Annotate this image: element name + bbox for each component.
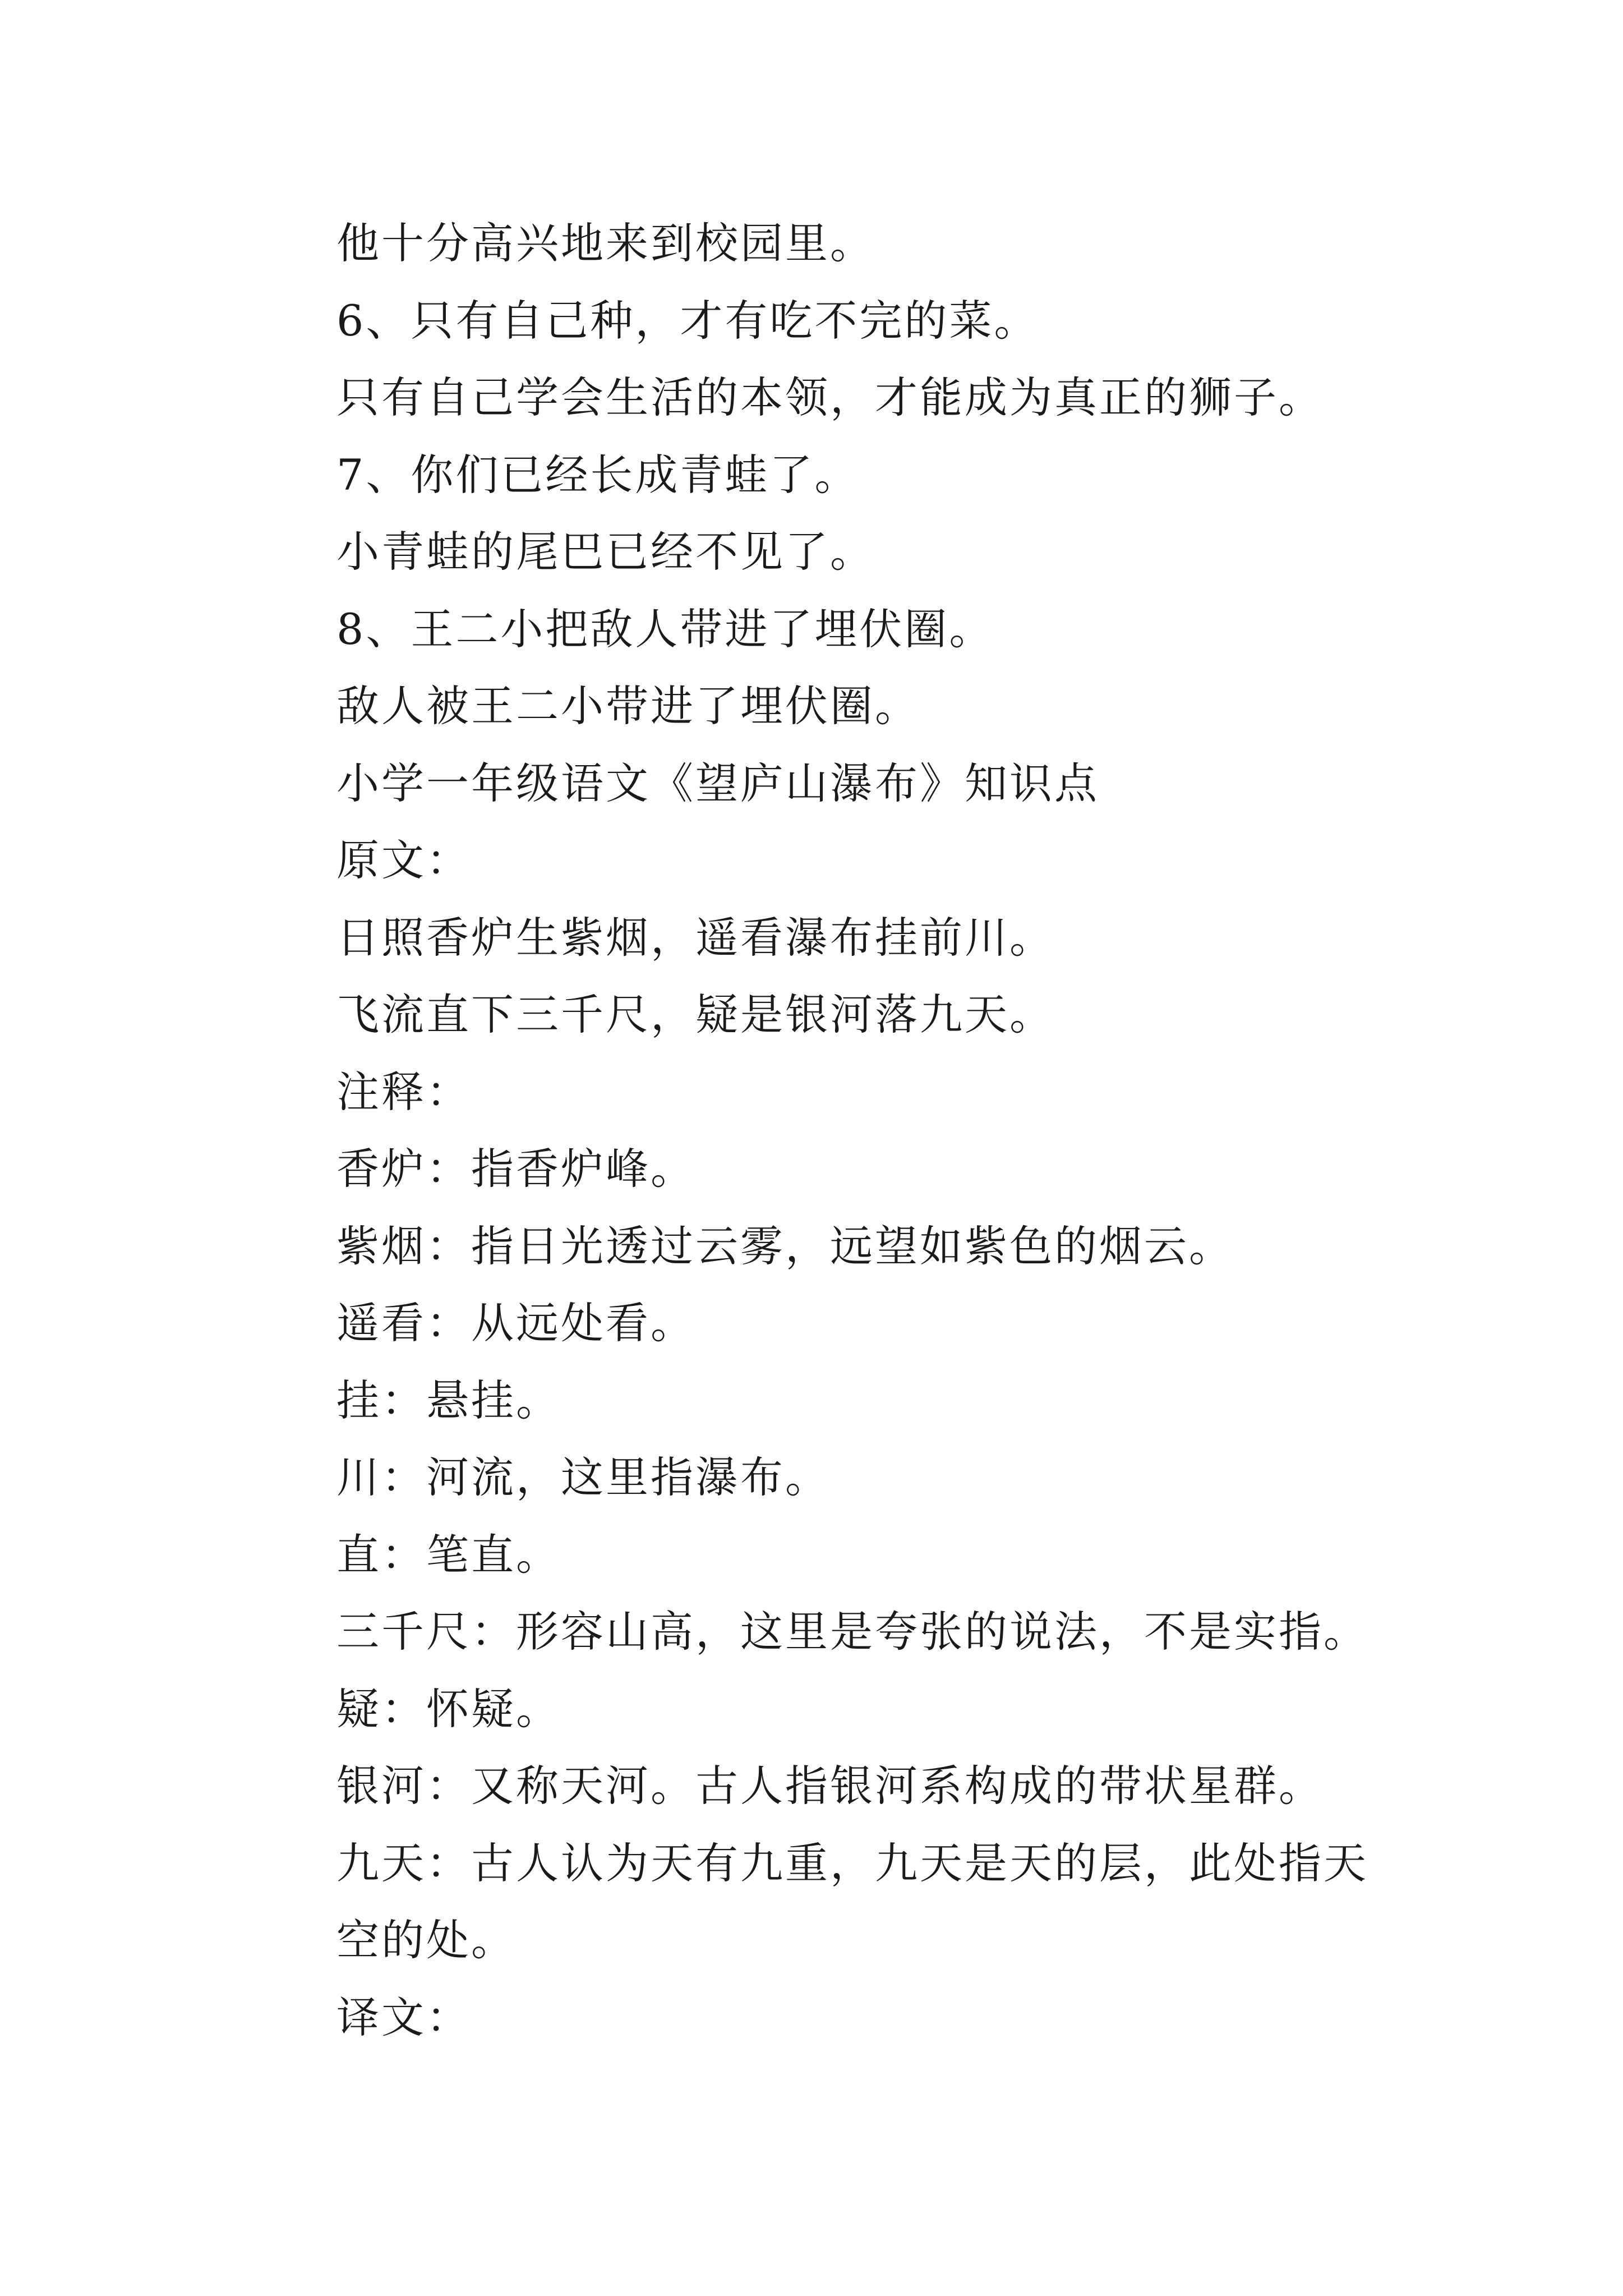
annotation-line: 挂：悬挂。 (336, 1375, 561, 1425)
text-line: 注释： (336, 1066, 471, 1117)
text-line: 原文： (336, 835, 471, 885)
poem-line: 日照香炉生紫烟，遥看瀑布挂前川。 (336, 912, 1054, 963)
annotation-line: 香炉：指香炉峰。 (336, 1144, 695, 1194)
annotation-line: 三千尺：形容山高，这里是夸张的说法，不是实指。 (336, 1607, 1368, 1657)
document-body (247, 205, 1402, 2056)
text-line: 敌人被王二小带进了埋伏圈。 (336, 681, 920, 731)
poem-line: 飞流直下三千尺，疑是银河落九天。 (336, 990, 1054, 1039)
text-line: 7、你们已经长成青蛙了。 (336, 449, 860, 500)
section-heading: 小学一年级语文《望庐山瀑布》知识点 (336, 758, 1099, 808)
text-line: 小青蛙的尾巴已经不见了。 (336, 527, 875, 577)
text-line: 译文： (336, 1992, 471, 2042)
annotation-line: 紫烟：指日光透过云雾，远望如紫色的烟云。 (336, 1221, 1234, 1271)
annotation-line: 疑：怀疑。 (336, 1683, 561, 1734)
text-line: 8、王二小把敌人带进了埋伏圈。 (336, 604, 994, 654)
text-line: 他十分高兴地来到校园里。 (336, 218, 875, 268)
annotation-line: 银河：又称天河。古人指银河系构成的带状星群。 (336, 1761, 1324, 1811)
annotation-line: 遥看：从远处看。 (336, 1298, 695, 1348)
text-line: 只有自己学会生活的本领，才能成为真正的狮子。 (336, 372, 1324, 422)
annotation-line: 川：河流，这里指瀑布。 (336, 1452, 830, 1502)
annotation-line: 直：笔直。 (336, 1529, 561, 1580)
annotation-line: 九天：古人认为天有九重，九天是天的层，此处指天空的处。 (336, 1838, 1368, 1965)
text-line: 6、只有自己种，才有吃不完的菜。 (336, 295, 1039, 346)
